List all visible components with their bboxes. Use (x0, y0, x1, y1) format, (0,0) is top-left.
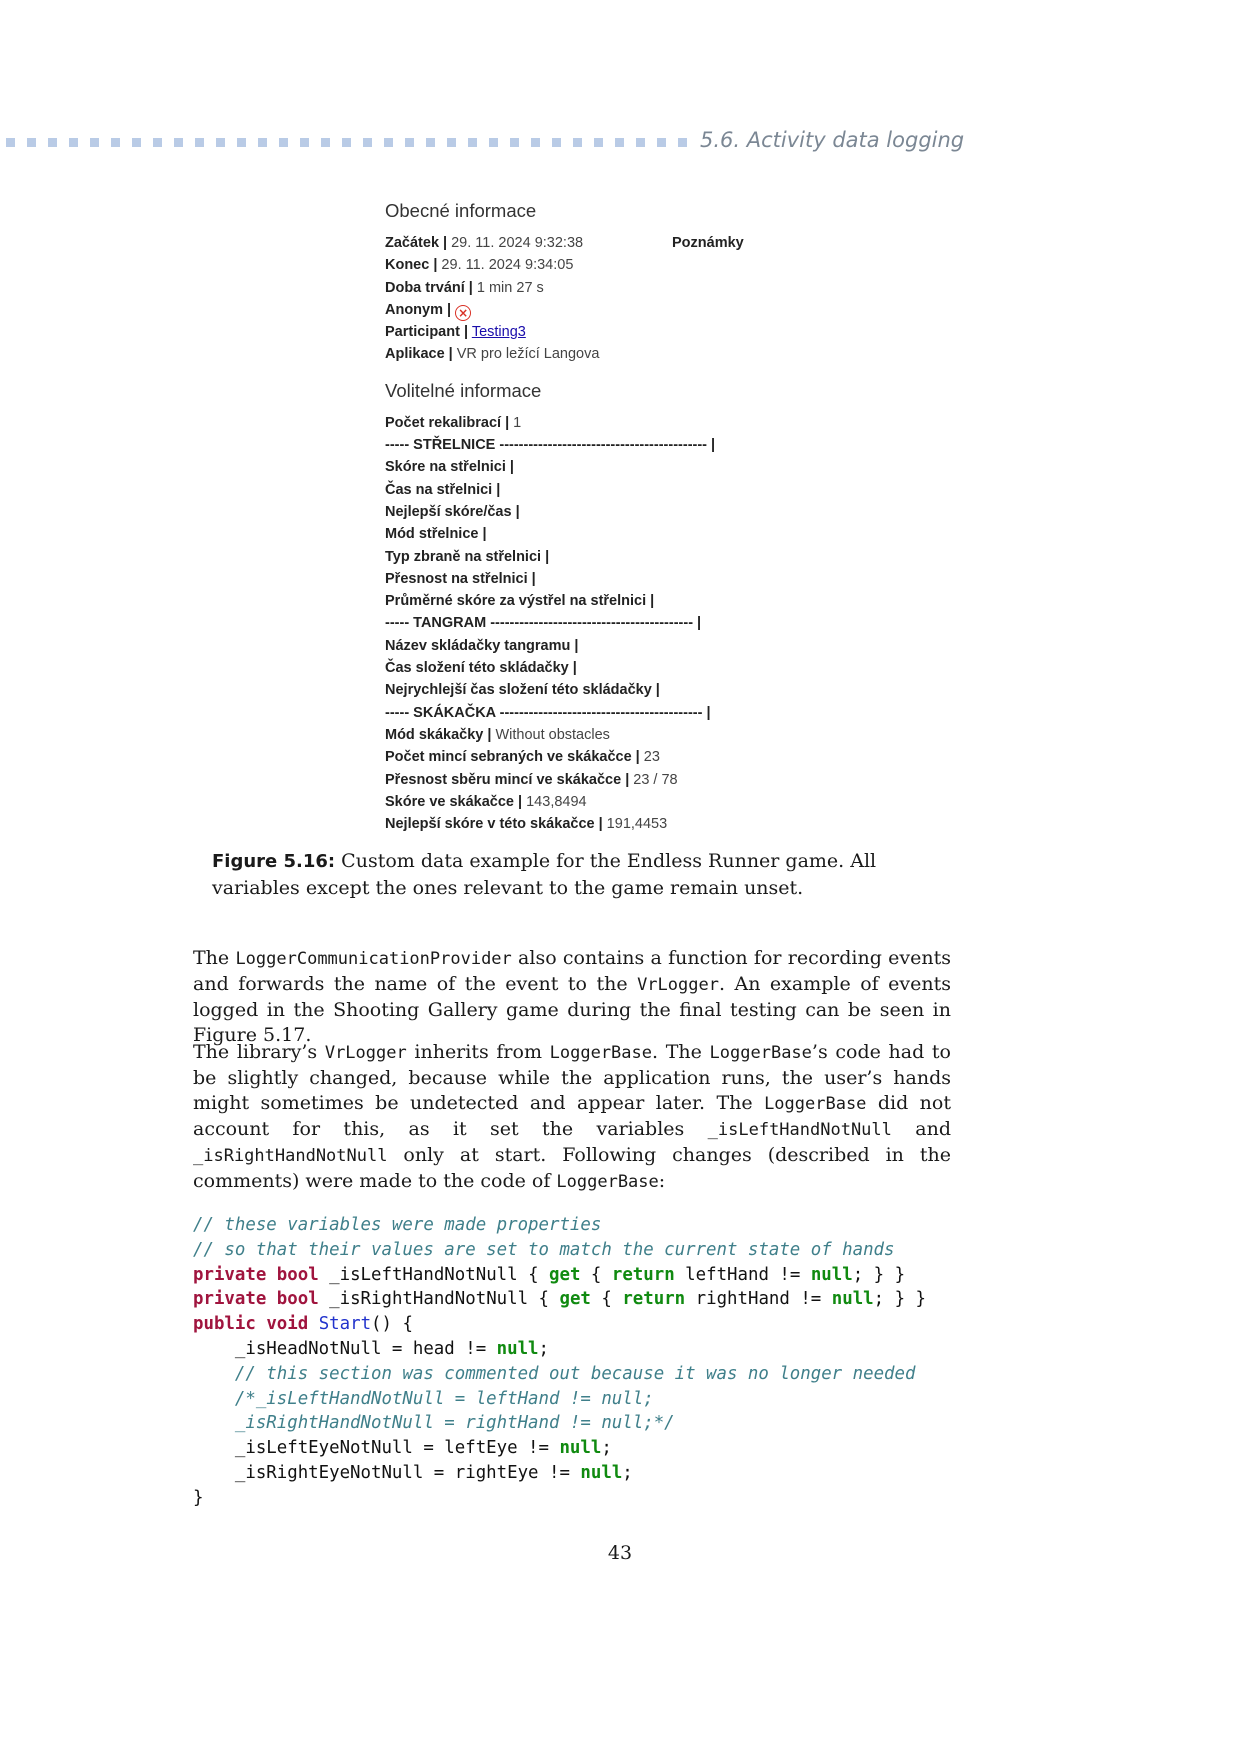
figure-screenshot (385, 200, 805, 835)
code-token: // so that their values are set to match the current state of hands (193, 1239, 895, 1260)
info-value: 29. 11. 2024 9:34:05 (437, 257, 574, 274)
info-label: ----- STŘELNICE ------------------------------------------- | (385, 437, 716, 454)
info-value: Without obstacles (491, 726, 610, 743)
header-dot (384, 138, 393, 147)
running-head: 5.6. Activity data logging (700, 128, 965, 152)
info-row (385, 501, 805, 523)
info-label: ----- TANGRAM ------------------------------------------ | (385, 615, 702, 632)
info-row (385, 412, 805, 434)
header-dot (153, 138, 162, 147)
info-row (385, 635, 805, 657)
info-row (385, 479, 805, 501)
info-label: Aplikace | (385, 346, 453, 363)
code-line (193, 1337, 963, 1362)
code-token (266, 1265, 276, 1285)
code-token (308, 1314, 318, 1334)
code-token: null (559, 1438, 602, 1459)
header-dot (678, 138, 687, 147)
code-identifier: LoggerBase (549, 1043, 652, 1063)
info-value: 1 (509, 414, 522, 431)
body-paragraph (193, 946, 951, 1048)
header-dot (447, 138, 456, 147)
header-dot (90, 138, 99, 147)
code-token: get (549, 1264, 581, 1285)
code-token: /*_isLeftHandNotNull = leftHand != null; (234, 1388, 654, 1409)
code-token: ; (538, 1338, 550, 1359)
header-dot (636, 138, 645, 147)
code-token: _isRightHandNotNull { (318, 1289, 560, 1310)
info-value: 1 min 27 s (472, 279, 544, 296)
code-token: _isHeadNotNull = head != (193, 1338, 497, 1359)
text-run: also contains a function for recording events and forwards the name of the event to the (193, 947, 951, 995)
info-label: Skóre na střelnici | (385, 459, 514, 476)
code-token: private (193, 1264, 267, 1285)
code-token: return (622, 1289, 686, 1310)
info-label: Nejlepší skóre v této skákačce | (385, 816, 603, 833)
info-value: VR pro ležící Langova (452, 346, 600, 363)
info-row (385, 456, 805, 478)
code-token: return (611, 1264, 675, 1285)
info-row (385, 657, 805, 679)
optional-info-heading: Volitelné informace (385, 379, 542, 401)
code-listing (193, 1213, 963, 1511)
header-dot (48, 138, 57, 147)
code-token: ; } } (873, 1289, 926, 1310)
header-dot (489, 138, 498, 147)
code-token: ; (601, 1438, 612, 1459)
header-dot (573, 138, 582, 147)
info-row (385, 724, 805, 746)
header-dot (216, 138, 225, 147)
code-line (193, 1238, 963, 1263)
info-label: Anonym | (385, 301, 452, 318)
info-row (385, 702, 805, 724)
info-label: Čas na střelnici | (385, 481, 501, 498)
info-value: 191,4453 (602, 816, 668, 833)
info-label: ----- SKÁKAČKA ------------------------------------------ | (385, 704, 711, 721)
code-token: ; (622, 1462, 633, 1483)
notes-label: Poznámky (672, 235, 744, 251)
header-dot (258, 138, 267, 147)
caption-label: Figure 5.16: (212, 851, 336, 872)
header-dot (174, 138, 183, 147)
header-dot (237, 138, 246, 147)
code-token: } (193, 1487, 204, 1508)
header-dot (111, 138, 120, 147)
figure-caption (212, 848, 952, 901)
code-identifier: _isLeftHandNotNull (707, 1120, 892, 1140)
header-dot (594, 138, 603, 147)
header-dot (363, 138, 372, 147)
code-token: { (580, 1264, 612, 1285)
info-label: Přesnost na střelnici | (385, 570, 536, 587)
text-run: . The (652, 1041, 710, 1063)
info-label: Začátek | (385, 235, 448, 251)
text-run: inherits from (406, 1041, 550, 1063)
caption-text: Custom data example for the Endless Runner game. All variables except the ones relevant to the game remain unset. (212, 850, 877, 899)
code-identifier: LoggerBase (764, 1094, 867, 1114)
info-row (385, 546, 805, 568)
code-token: // these variables were made properties (193, 1215, 602, 1235)
general-info-heading: Obecné informace (385, 200, 537, 221)
code-token (193, 1364, 235, 1384)
header-dot (195, 138, 204, 147)
text-run: The library’s (193, 1041, 325, 1063)
header-dot-rule (0, 138, 700, 148)
info-label: Nejlepší skóre/čas | (385, 503, 520, 520)
code-token: null (810, 1264, 853, 1285)
header-dot (300, 138, 309, 147)
code-line (193, 1387, 963, 1412)
header-dot (510, 138, 519, 147)
info-value: 23 (639, 749, 660, 766)
info-label: Průměrné skóre za výstřel na střelnici | (385, 593, 655, 610)
header-dot (342, 138, 351, 147)
body-paragraph (193, 1040, 951, 1195)
code-token: null (496, 1338, 539, 1359)
page-number: 43 (607, 1542, 633, 1564)
text-run: only at start. Following changes (described in the comments) were made to the code of (193, 1144, 951, 1192)
header-dot (279, 138, 288, 147)
info-value: 29. 11. 2024 9:32:38 (447, 235, 584, 251)
info-label: Konec | (385, 257, 438, 274)
code-identifier: VrLogger (324, 1043, 407, 1063)
code-token: _isRightHandNotNull = rightHand != null;*/ (234, 1413, 675, 1434)
text-run: and (891, 1118, 951, 1140)
info-label: Mód střelnice | (385, 526, 487, 543)
info-label: Typ zbraně na střelnici | (385, 548, 550, 565)
code-token: private (193, 1289, 267, 1310)
info-row (385, 769, 805, 791)
code-token: null (831, 1289, 874, 1310)
info-row (385, 813, 805, 835)
text-run: ’s code had to be slightly changed, because while the application runs, the user’s hands might sometimes be undetected and appear later. The (193, 1041, 951, 1114)
code-line (193, 1362, 963, 1387)
info-value: 143,8494 (522, 793, 587, 810)
header-dot (426, 138, 435, 147)
code-token: _isLeftHandNotNull { (318, 1264, 550, 1285)
header-dot (6, 138, 15, 147)
info-value: 23 / 78 (629, 771, 678, 788)
info-row (385, 343, 805, 365)
cross-circle-icon: × (455, 305, 471, 321)
text-run: did not account for this, as it set the variables (193, 1092, 951, 1140)
code-token (193, 1413, 235, 1433)
code-token: public (193, 1314, 256, 1335)
code-token: void (266, 1314, 309, 1335)
code-token: _isLeftEyeNotNull = leftEye != (193, 1438, 560, 1459)
code-token: _isRightEyeNotNull = rightEye != (193, 1462, 581, 1483)
code-line (193, 1486, 963, 1511)
info-row (385, 523, 805, 545)
header-dot (132, 138, 141, 147)
info-row (385, 232, 805, 254)
info-row (385, 590, 805, 612)
info-label: Nejrychlejší čas složení této skládačky | (385, 682, 660, 699)
code-token (266, 1289, 276, 1309)
code-token: get (559, 1289, 591, 1310)
participant-link[interactable]: Testing3 (471, 324, 526, 341)
code-line (193, 1436, 963, 1461)
code-token: { (590, 1289, 623, 1310)
text-run: The (193, 947, 236, 969)
info-row (385, 612, 805, 634)
info-label: Přesnost sběru mincí ve skákačce | (385, 771, 630, 788)
code-line (193, 1411, 963, 1436)
header-dot (27, 138, 36, 147)
code-token: null (580, 1462, 623, 1483)
header-dot (615, 138, 624, 147)
code-token: Start (318, 1314, 372, 1335)
optional-info-list (385, 412, 805, 836)
header-dot (321, 138, 330, 147)
header-dot (405, 138, 414, 147)
code-line (193, 1312, 963, 1337)
text-run: . An example of events logged in the Shooting Gallery game during the final testing can be seen in Figure 5.17. (193, 973, 951, 1046)
info-row (385, 746, 805, 768)
info-label: Mód skákačky | (385, 726, 492, 743)
header-dot (69, 138, 78, 147)
info-label: Participant | (385, 324, 469, 341)
code-identifier: _isRightHandNotNull (193, 1146, 388, 1166)
info-row (385, 679, 805, 701)
general-info-list (385, 232, 805, 366)
code-token: bool (276, 1289, 319, 1310)
code-token (256, 1314, 266, 1334)
header-dot (468, 138, 477, 147)
info-row (385, 277, 805, 299)
code-token: () { (371, 1314, 413, 1335)
code-identifier: LoggerBase (709, 1043, 812, 1063)
code-token: leftHand != (674, 1264, 811, 1285)
info-row (385, 568, 805, 590)
info-row (385, 254, 805, 276)
code-identifier: LoggerBase (556, 1172, 659, 1192)
code-identifier: LoggerCommunicationProvider (235, 949, 512, 969)
text-run: : (658, 1170, 666, 1192)
header-dot (657, 138, 666, 147)
info-label: Čas složení této skládačky | (385, 660, 577, 677)
header-dot (531, 138, 540, 147)
code-token: bool (276, 1264, 319, 1285)
code-token: // this section was commented out because it was no longer needed (234, 1363, 916, 1384)
header-dot (552, 138, 561, 147)
code-token: rightHand != (685, 1289, 832, 1310)
info-label: Název skládačky tangramu | (385, 637, 579, 654)
code-token: ; } } (852, 1264, 906, 1285)
code-token (193, 1389, 235, 1409)
code-line (193, 1461, 963, 1486)
info-row (385, 434, 805, 456)
info-row (385, 321, 805, 343)
info-label: Počet mincí sebraných ve skákačce | (385, 749, 640, 766)
code-identifier: VrLogger (637, 975, 719, 995)
info-row (385, 299, 805, 321)
code-line (193, 1287, 963, 1312)
code-line (193, 1263, 963, 1288)
info-label: Počet rekalibrací | (385, 414, 510, 431)
info-row (385, 791, 805, 813)
info-label: Skóre ve skákačce | (385, 793, 523, 810)
info-label: Doba trvání | (385, 279, 473, 296)
code-line (193, 1213, 963, 1238)
